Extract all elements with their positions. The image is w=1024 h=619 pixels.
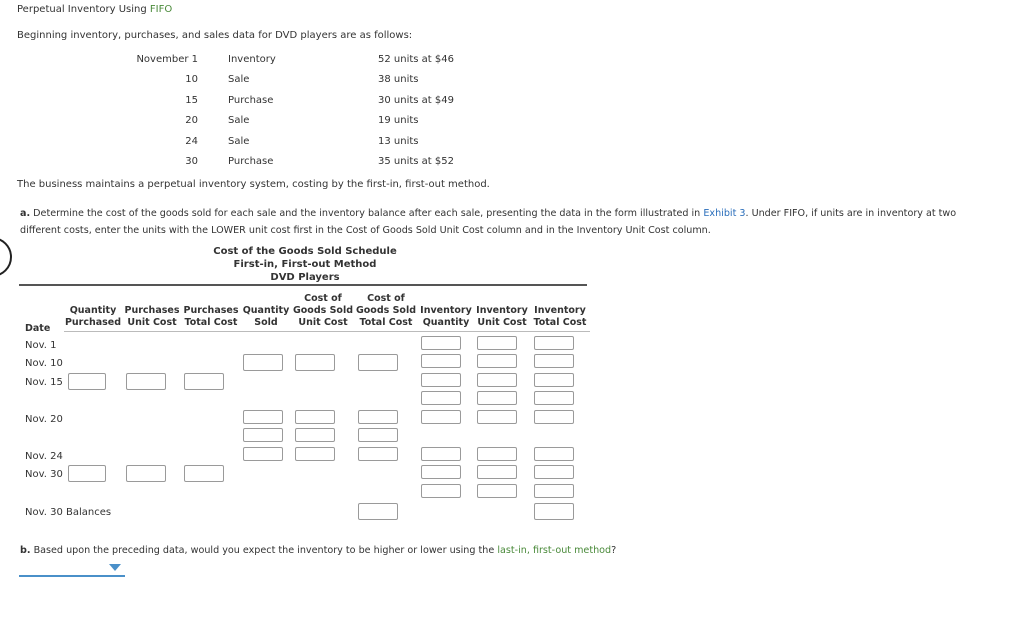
header-inventory-quantity: Inventory Quantity [420, 305, 472, 328]
transaction-detail: 19 units [378, 115, 419, 126]
inventory-quantity-input[interactable] [421, 391, 461, 405]
transaction-detail: 13 units [378, 136, 419, 147]
schedule-subtitle: First-in, First-out Method [233, 259, 377, 270]
transaction-date: 20 [185, 115, 198, 126]
transaction-type: Purchase [228, 156, 274, 167]
cogs-total-cost-input[interactable] [358, 410, 398, 424]
purchases-total-cost-input[interactable] [184, 373, 224, 390]
transaction-detail: 30 units at $49 [378, 95, 454, 106]
header-cogs-unit-cost: Cost of Goods Sold Unit Cost [292, 293, 354, 328]
lifo-link[interactable]: last-in, first-out method [497, 545, 612, 556]
inventory-unit-cost-input[interactable] [477, 336, 517, 350]
transaction-type: Sale [228, 136, 250, 147]
part-a-instructions-line2: different costs, enter the units with the LOWER unit cost first in the Cost of Goods Sold Unit Cost column and in the Inventory Unit Cost column. [20, 225, 711, 236]
cogs-unit-cost-input[interactable] [295, 410, 335, 424]
transaction-date: 30 [185, 156, 198, 167]
schedule-title: Cost of the Goods Sold Schedule [213, 246, 397, 257]
inventory-quantity-input[interactable] [421, 373, 461, 387]
header-quantity-sold: Quantity Sold [242, 305, 290, 328]
part-a-instructions: a. Determine the cost of the goods sold for each sale and the inventory balance after each sale, presenting the data in the form illustrated in Exhibit 3. Under FIFO, if units are in inventory at two [20, 208, 957, 219]
purchases-unit-cost-input[interactable] [126, 465, 166, 482]
part-a-label: a. [20, 208, 31, 219]
cogs-unit-cost-input[interactable] [295, 354, 335, 371]
transaction-date: 15 [185, 95, 198, 106]
part-b-label: b. [20, 545, 31, 556]
schedule-divider [19, 284, 587, 286]
inventory-unit-cost-input[interactable] [477, 373, 517, 387]
inventory-unit-cost-input[interactable] [477, 484, 517, 498]
header-purchases-unit-cost: Purchases Unit Cost [124, 305, 180, 328]
inventory-total-cost-input[interactable] [534, 391, 574, 405]
fifo-link[interactable]: FIFO [149, 4, 173, 15]
inventory-total-cost-input[interactable] [534, 373, 574, 387]
purchases-total-cost-input[interactable] [184, 465, 224, 482]
inventory-total-cost-input[interactable] [534, 410, 574, 424]
inventory-total-cost-input[interactable] [534, 465, 574, 479]
transaction-date: November 1 [136, 54, 198, 65]
row-label-nov-24: Nov. 24 [25, 451, 63, 462]
row-label-nov-30: Nov. 30 [25, 469, 63, 480]
inventory-total-balance-input[interactable] [534, 503, 574, 520]
quantity-sold-input[interactable] [243, 354, 283, 371]
inventory-unit-cost-input[interactable] [477, 410, 517, 424]
transaction-detail: 52 units at $46 [378, 54, 454, 65]
system-note: The business maintains a perpetual inventory system, costing by the first-in, first-out method. [17, 179, 490, 190]
chevron-down-icon [109, 564, 121, 571]
part-b-question: b. Based upon the preceding data, would you expect the inventory to be higher or lower using the last-in, first-out method? [20, 545, 617, 556]
transaction-type: Inventory [228, 54, 276, 65]
inventory-unit-cost-input[interactable] [477, 447, 517, 461]
header-quantity-purchased: Quantity Purchased [64, 305, 122, 328]
quantity-purchased-input[interactable] [68, 465, 106, 482]
inventory-total-cost-input[interactable] [534, 354, 574, 368]
row-label-nov-20: Nov. 20 [25, 414, 63, 425]
cursor-circle-marker [0, 237, 12, 277]
quantity-sold-input[interactable] [243, 447, 283, 461]
inventory-quantity-input[interactable] [421, 484, 461, 498]
quantity-sold-input[interactable] [243, 428, 283, 442]
quantity-purchased-input[interactable] [68, 373, 106, 390]
cogs-unit-cost-input[interactable] [295, 428, 335, 442]
header-date: Date [25, 323, 51, 334]
cogs-unit-cost-input[interactable] [295, 447, 335, 461]
transaction-date: 10 [185, 74, 198, 85]
inventory-quantity-input[interactable] [421, 354, 461, 368]
quantity-sold-input[interactable] [243, 410, 283, 424]
transaction-date: 24 [185, 136, 198, 147]
page-title [17, 4, 172, 15]
header-inventory-unit-cost: Inventory Unit Cost [476, 305, 528, 328]
transaction-detail: 38 units [378, 74, 419, 85]
inventory-unit-cost-input[interactable] [477, 391, 517, 405]
inventory-total-cost-input[interactable] [534, 447, 574, 461]
header-cogs-total-cost: Cost of Goods Sold Total Cost [355, 293, 417, 328]
higher-lower-dropdown[interactable] [19, 563, 125, 577]
inventory-quantity-input[interactable] [421, 465, 461, 479]
inventory-total-cost-input[interactable] [534, 484, 574, 498]
transaction-detail: 35 units at $52 [378, 156, 454, 167]
header-purchases-total-cost: Purchases Total Cost [183, 305, 239, 328]
inventory-quantity-input[interactable] [421, 410, 461, 424]
inventory-unit-cost-input[interactable] [477, 465, 517, 479]
row-label-nov-15: Nov. 15 [25, 377, 63, 388]
transaction-type: Sale [228, 115, 250, 126]
transaction-type: Sale [228, 74, 250, 85]
inventory-quantity-input[interactable] [421, 336, 461, 350]
inventory-quantity-input[interactable] [421, 447, 461, 461]
cogs-total-balance-input[interactable] [358, 503, 398, 520]
row-label-nov-1: Nov. 1 [25, 340, 57, 351]
header-underline [64, 331, 590, 332]
schedule-product: DVD Players [270, 272, 340, 283]
row-label-nov-30-balances: Nov. 30 Balances [25, 507, 112, 518]
exhibit-link[interactable]: Exhibit 3 [703, 208, 746, 219]
cogs-total-cost-input[interactable] [358, 428, 398, 442]
inventory-unit-cost-input[interactable] [477, 354, 517, 368]
inventory-total-cost-input[interactable] [534, 336, 574, 350]
transaction-type: Purchase [228, 95, 274, 106]
row-label-nov-10: Nov. 10 [25, 358, 63, 369]
intro-text: Beginning inventory, purchases, and sales data for DVD players are as follows: [17, 30, 413, 41]
purchases-unit-cost-input[interactable] [126, 373, 166, 390]
header-inventory-total-cost: Inventory Total Cost [533, 305, 587, 328]
title-text: Perpetual Inventory Using [17, 4, 150, 15]
cogs-total-cost-input[interactable] [358, 447, 398, 461]
cogs-total-cost-input[interactable] [358, 354, 398, 371]
